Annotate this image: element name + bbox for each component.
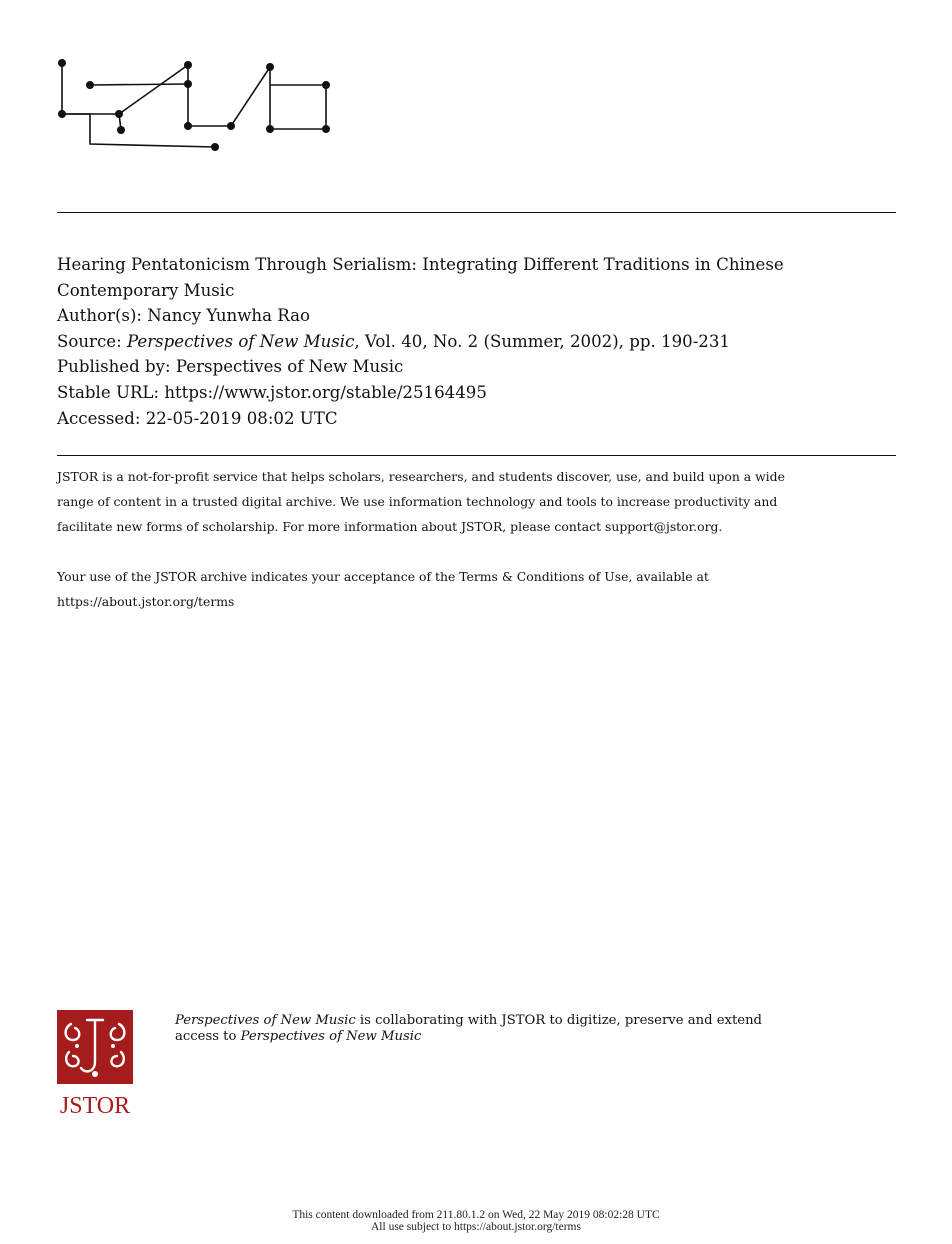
- terms-link[interactable]: https://about.jstor.org/terms: [57, 594, 235, 609]
- notice-line: facilitate new forms of scholarship. For more information about JSTOR, please contact support@jstor.org.: [57, 519, 723, 534]
- author-line: [57, 303, 896, 329]
- collab-journal: Perspectives of New Music: [175, 1013, 356, 1028]
- download-footer: [0, 1209, 952, 1233]
- footer-line-2: All use subject to https://about.jstor.org/terms: [371, 1221, 581, 1233]
- terms-line: Your use of the JSTOR archive indicates your acceptance of the Terms & Conditions of Use, available at: [57, 569, 709, 584]
- middle-divider: [57, 455, 896, 456]
- top-divider: [57, 212, 896, 213]
- jstor-logo: [57, 1010, 133, 1116]
- author-name: Nancy Yunwha Rao: [147, 306, 311, 326]
- notice-line: range of content in a trusted digital archive. We use information technology and tools to increase productivity and: [57, 494, 778, 509]
- citation-block: [57, 252, 896, 431]
- jstor-notice: [57, 464, 896, 614]
- publisher-line-logo: [52, 54, 342, 158]
- accessed-label: Accessed:: [57, 408, 141, 428]
- author-label: Author(s):: [57, 306, 143, 326]
- publisher-line: [57, 354, 896, 380]
- stable-url-link[interactable]: https://www.jstor.org/stable/25164495: [164, 382, 487, 402]
- source-line: [57, 329, 896, 355]
- collab-line-1: Perspectives of New Music is collaborating with JSTOR to digitize, preserve and extend: [175, 1013, 763, 1028]
- publisher-label: Published by:: [57, 357, 171, 377]
- collab-journal-2: Perspectives of New Music: [240, 1029, 422, 1044]
- source-journal: Perspectives of New Music: [126, 331, 355, 351]
- article-title: Hearing Pentatonicism Through Serialism: Integrating Different Traditions in Chinese Contemporary Music: [57, 255, 784, 300]
- publisher-name: Perspectives of New Music: [175, 357, 404, 377]
- stable-url-line: [57, 380, 896, 406]
- accessed-line: [57, 406, 896, 432]
- stable-url-label: Stable URL:: [57, 382, 160, 402]
- source-details: , Vol. 40, No. 2 (Summer, 2002), pp. 190-231: [354, 331, 730, 351]
- notice-line: JSTOR is a not-for-profit service that helps scholars, researchers, and students discover, use, and build upon a wide: [57, 469, 785, 484]
- source-label: Source:: [57, 331, 122, 351]
- accessed-date: 22-05-2019 08:02 UTC: [145, 408, 338, 428]
- footer-line-1: This content downloaded from 211.80.1.2 on Wed, 22 May 2019 08:02:28 UTC: [292, 1209, 660, 1221]
- collaboration-statement: [175, 1013, 875, 1045]
- jstor-wordmark: JSTOR: [59, 1093, 131, 1116]
- collab-line-2: access to Perspectives of New Music: [175, 1029, 422, 1044]
